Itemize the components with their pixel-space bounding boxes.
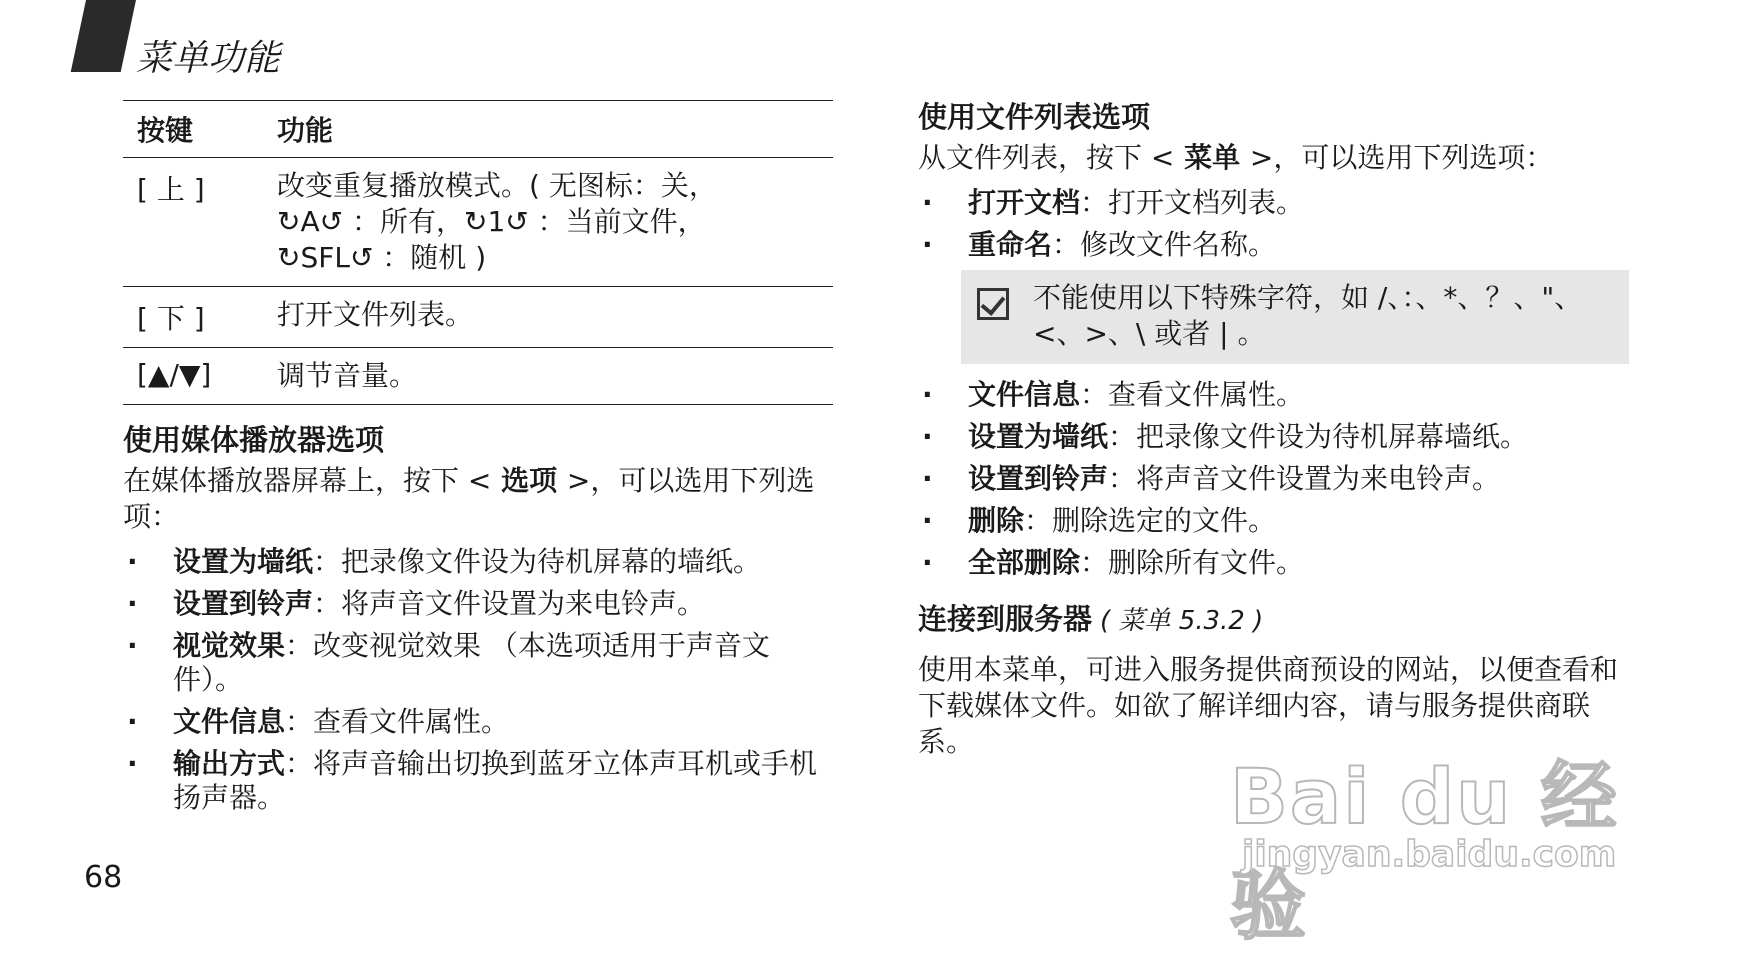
intro-text: >，可以选用下列选项：	[123, 464, 815, 533]
baidu-watermark-logo	[1230, 736, 1650, 950]
list-item	[918, 504, 1633, 538]
note-text: 不能使用以下特殊字符，如 /、：、*、？、"、<、>、\ 或者 | 。	[1033, 281, 1583, 350]
table-cell-function	[277, 348, 833, 405]
item-term: 设置为墙纸	[968, 420, 1109, 453]
list-item	[918, 186, 1633, 220]
list-item	[918, 228, 1633, 262]
function-line: ↻SFL↺ ：随机 )	[277, 241, 487, 274]
watermark-url: jingyan.baidu.com	[1242, 834, 1617, 875]
list-item	[918, 420, 1633, 454]
item-desc: ：删除选定的文件。	[1024, 504, 1277, 537]
table-row	[123, 348, 833, 405]
function-line: ↻A↺ ：所有，↻1↺ ：当前文件，	[277, 205, 706, 238]
item-term: 删除	[968, 504, 1025, 537]
item-desc: ：将声音文件设置为来电铃声。	[1108, 462, 1501, 495]
item-term: 打开文档	[968, 186, 1081, 219]
list-item	[123, 629, 833, 697]
list-item	[123, 545, 833, 579]
table-cell-key: [ 上 ]	[137, 173, 205, 206]
table-header-function: 功能	[277, 114, 334, 147]
item-desc: ：打开文档列表。	[1080, 186, 1305, 219]
item-desc: ：删除所有文件。	[1080, 546, 1305, 579]
key-function-table	[123, 100, 833, 405]
list-item	[123, 705, 833, 739]
list-item	[918, 546, 1633, 580]
intro-text: 从文件列表，按下 <	[918, 141, 1175, 174]
item-term: 输出方式	[173, 747, 286, 780]
table-cell-function	[277, 158, 833, 287]
right-column	[918, 96, 1633, 770]
file-list-options-list-more	[918, 378, 1633, 580]
intro-text: 在媒体播放器屏幕上，按下 <	[123, 464, 492, 497]
item-term: 设置到铃声	[173, 587, 314, 620]
item-desc: ：将声音文件设置为来电铃声。	[313, 587, 706, 620]
item-term: 重命名	[968, 228, 1053, 261]
item-term: 全部删除	[968, 546, 1081, 579]
item-term: 文件信息	[173, 705, 286, 738]
table-cell-key: [▲/▼]	[137, 358, 212, 391]
file-list-options-list	[918, 186, 1633, 262]
connect-server-title	[918, 598, 1633, 642]
section-title-text: 连接到服务器	[918, 602, 1093, 636]
note-box	[961, 270, 1629, 364]
function-line: 打开文件列表。	[277, 298, 474, 331]
softkey-label: 菜单	[1174, 141, 1250, 174]
list-item	[123, 587, 833, 621]
table-header-key: 按键	[137, 114, 194, 147]
item-desc: ：查看文件属性。	[285, 705, 510, 738]
list-item	[123, 747, 833, 815]
page-header-tab	[71, 0, 136, 72]
table-cell-key: [ 下 ]	[137, 302, 205, 335]
table-header-row	[123, 101, 833, 158]
item-term: 设置为墙纸	[173, 545, 314, 578]
item-desc: ：改变视觉效果 （本选项适用于声音文件）。	[173, 629, 770, 696]
checkbox-note-icon	[977, 288, 1009, 320]
item-desc: ：将声音输出切换到蓝牙立体声耳机或手机扬声器。	[173, 747, 818, 814]
item-term: 文件信息	[968, 378, 1081, 411]
item-term: 视觉效果	[173, 629, 286, 662]
function-line: 调节音量。	[277, 359, 418, 392]
item-term: 设置到铃声	[968, 462, 1109, 495]
list-item	[918, 378, 1633, 412]
page-number: 68	[84, 860, 123, 895]
item-desc: ：把录像文件设为待机屏幕墙纸。	[1108, 420, 1529, 453]
media-options-title: 使用媒体播放器选项	[123, 423, 385, 457]
item-desc: ：把录像文件设为待机屏幕的墙纸。	[313, 545, 762, 578]
item-desc: ：查看文件属性。	[1080, 378, 1305, 411]
table-row	[123, 158, 833, 287]
table-cell-function	[277, 287, 833, 348]
file-list-options-intro	[918, 140, 1633, 176]
watermark-brand: Bai du 经验	[1230, 752, 1619, 950]
media-options-intro	[123, 463, 833, 535]
media-options-list	[123, 545, 833, 815]
table-row	[123, 287, 833, 348]
function-line: 改变重复播放模式。( 无图标：关，	[277, 169, 717, 202]
softkey-label: 选项	[491, 464, 567, 497]
left-column	[123, 100, 833, 823]
menu-reference: ( 菜单 5.3.2 )	[1100, 606, 1264, 636]
item-desc: ：修改文件名称。	[1052, 228, 1277, 261]
file-list-options-title: 使用文件列表选项	[918, 100, 1151, 134]
intro-text: >，可以选用下列选项：	[1249, 141, 1554, 174]
list-item	[918, 462, 1633, 496]
connect-server-body: 使用本菜单，可进入服务提供商预设的网站，以便查看和下载媒体文件。如欲了解详细内容，请与服务提供商联系。	[918, 653, 1619, 758]
page-header-title: 菜单功能	[136, 38, 281, 79]
